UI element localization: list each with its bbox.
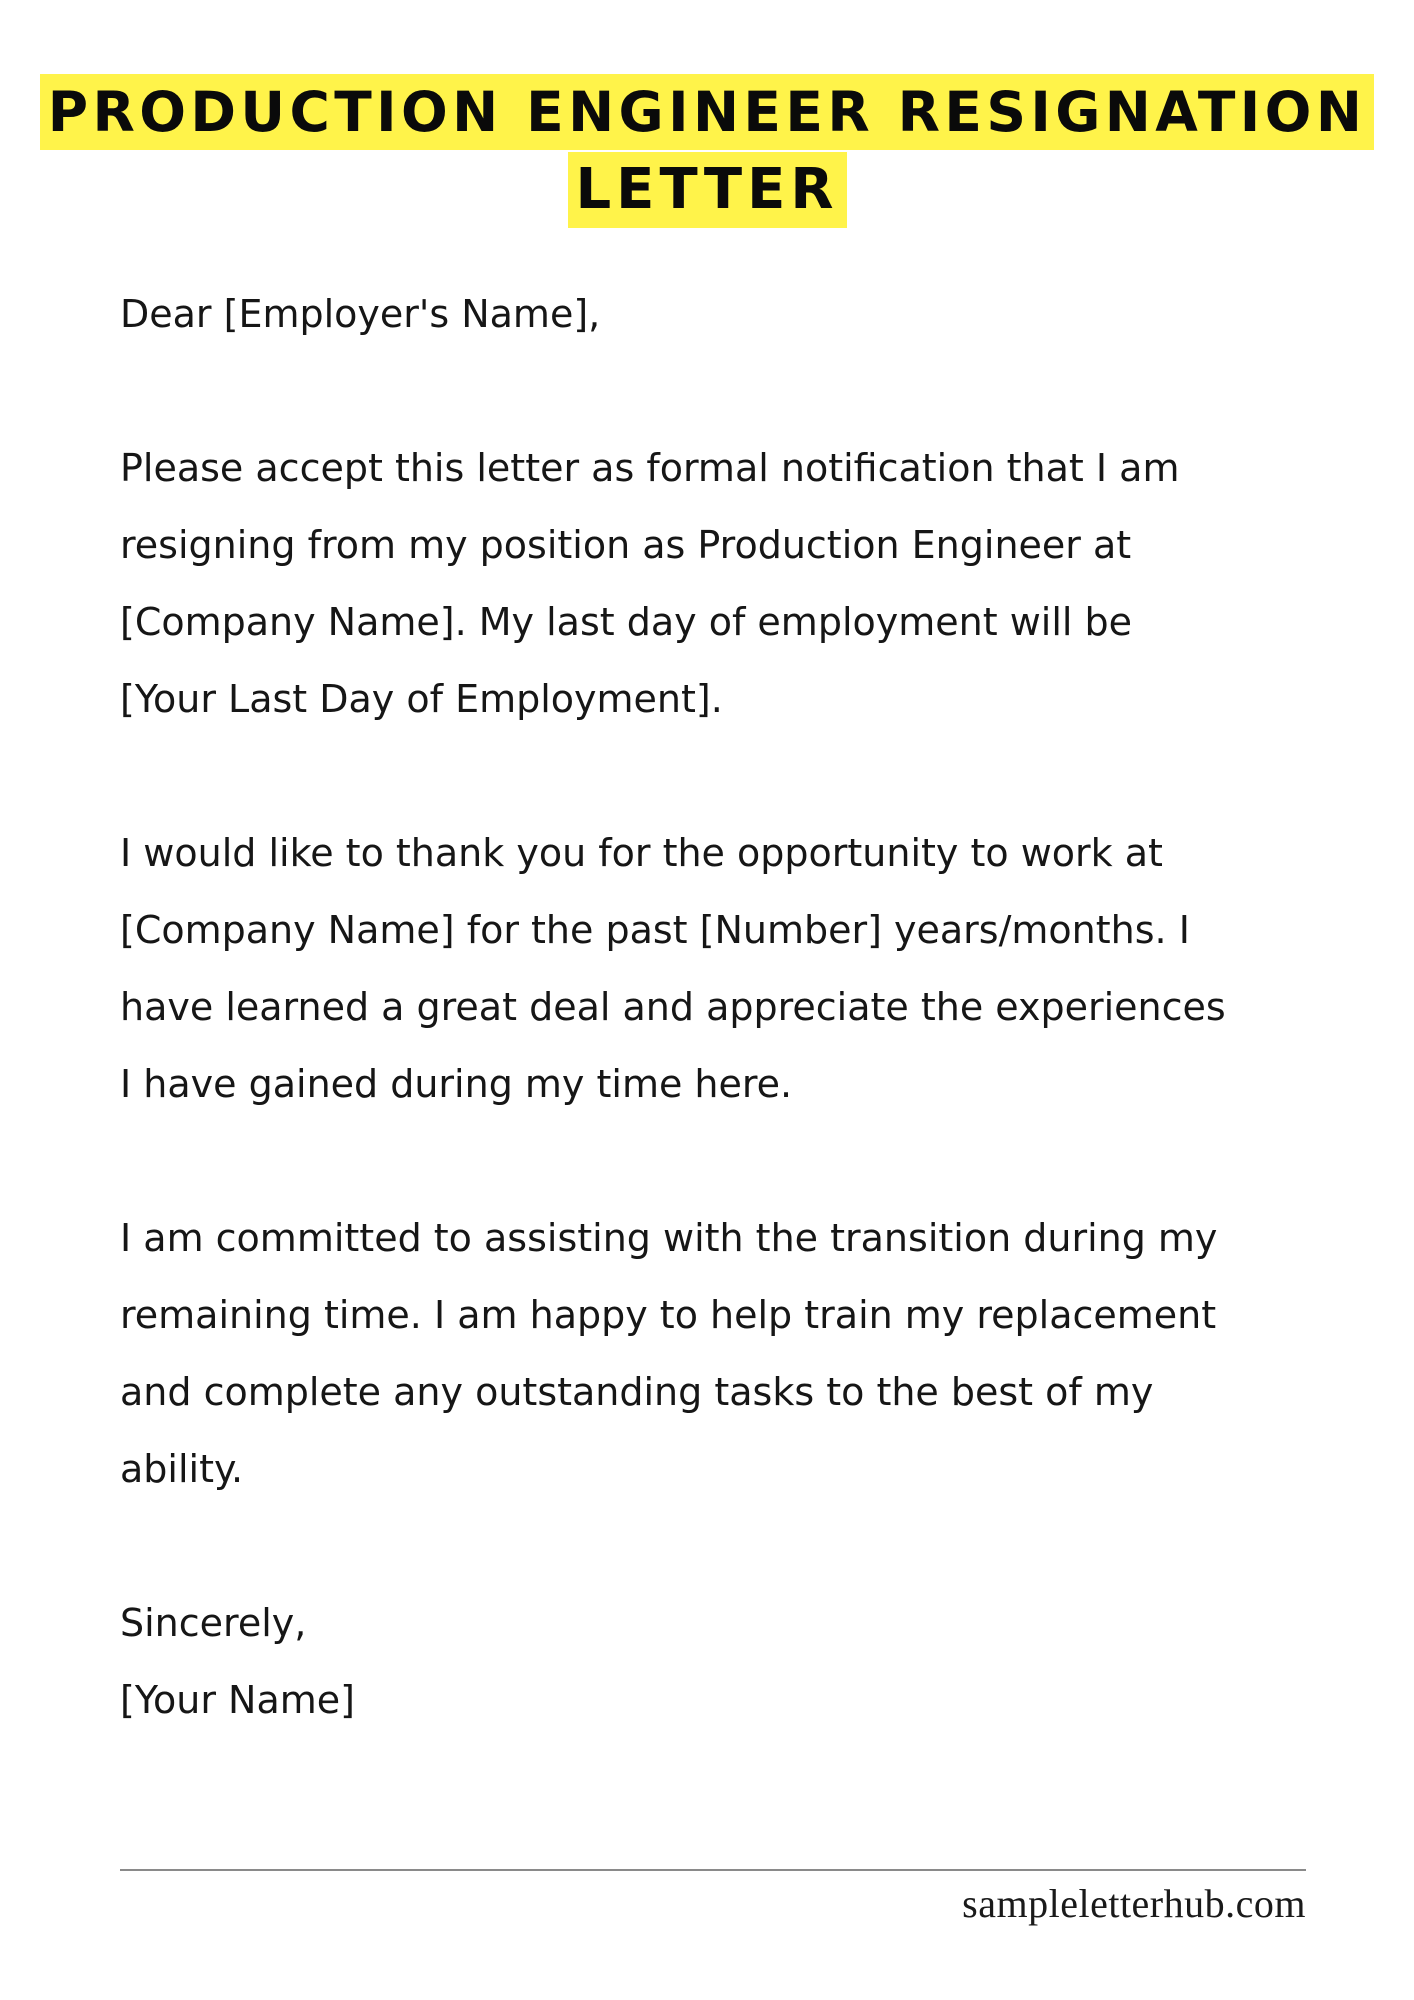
paragraph-line: I am committed to assisting with the transition during my [120, 1216, 1218, 1260]
paragraph-line: I would like to thank you for the opportunity to work at [120, 831, 1163, 875]
page-title [0, 74, 1414, 228]
salutation: Dear [Employer's Name], [120, 292, 601, 336]
paragraph-line: [Company Name]. My last day of employment will be [120, 600, 1133, 644]
title-line-2: LETTER [568, 152, 847, 228]
paragraph-2 [120, 815, 1360, 1123]
paragraph-3 [120, 1200, 1360, 1508]
paragraph-line: have learned a great deal and appreciate the experiences [120, 985, 1226, 1029]
paragraph-line: ability. [120, 1447, 244, 1491]
paragraph-line: and complete any outstanding tasks to the best of my [120, 1370, 1154, 1414]
paragraph-line: [Your Last Day of Employment]. [120, 677, 723, 721]
paragraph-line: [Company Name] for the past [Number] years/months. I [120, 908, 1190, 952]
paragraph-line: remaining time. I am happy to help train my replacement [120, 1293, 1217, 1337]
title-line-1: PRODUCTION ENGINEER RESIGNATION [40, 74, 1375, 150]
footer-divider [120, 1869, 1306, 1871]
paragraph-line: resigning from my position as Production Engineer at [120, 523, 1132, 567]
letter-body [120, 276, 1360, 1739]
footer-website: sampleletterhub.com [962, 1881, 1306, 1926]
paragraph-1 [120, 430, 1360, 738]
paragraph-line: Please accept this letter as formal notification that I am [120, 446, 1180, 490]
paragraph-line: I have gained during my time here. [120, 1062, 793, 1106]
closing: Sincerely, [120, 1601, 307, 1645]
signature-placeholder: [Your Name] [120, 1678, 355, 1722]
